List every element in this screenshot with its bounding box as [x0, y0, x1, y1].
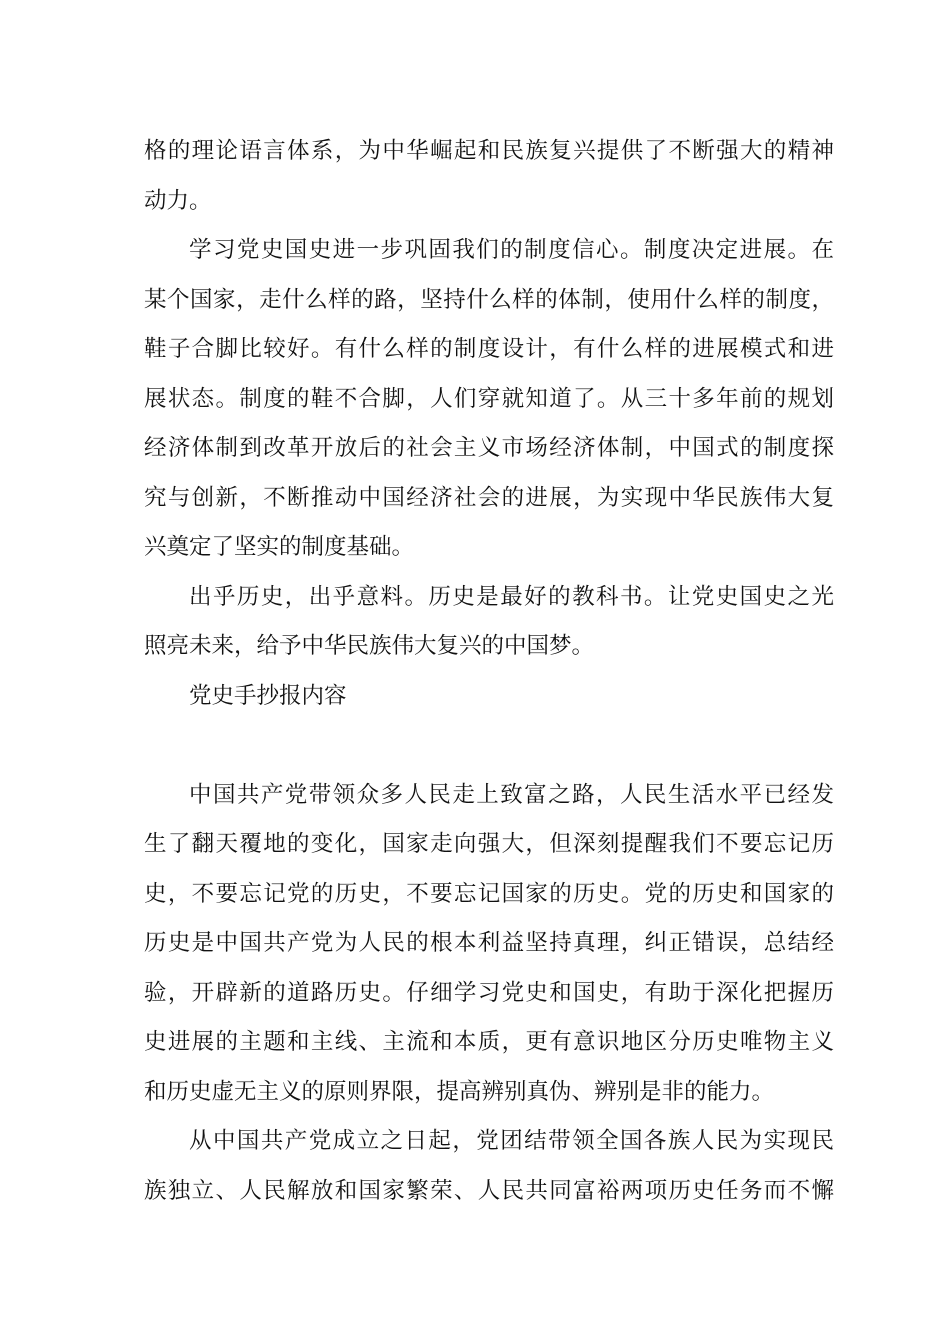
text-line: 生了翻天覆地的变化，国家走向强大，但深刻提醒我们不要忘记历	[144, 831, 834, 857]
text-line: 史，不要忘记党的历史，不要忘记国家的历史。党的历史和国家的	[144, 880, 834, 907]
blank-line	[144, 721, 834, 771]
text-line: 历史是中国共产党为人民的根本利益坚持真理，纠正错误，总结经	[144, 930, 834, 956]
text-line: 兴奠定了坚实的制度基础。	[144, 534, 415, 560]
text-line: 和历史虚无主义的原则界限，提高辨别真伪、辨别是非的能力。	[144, 1078, 775, 1105]
text-line: 动力。	[144, 187, 212, 214]
text-line: 某个国家，走什么样的路，坚持什么样的体制，使用什么样的制度，	[144, 286, 834, 313]
text-line: 展状态。制度的鞋不合脚，人们穿就知道了。从三十多年前的规划	[144, 385, 834, 412]
text-line: 究与创新，不断推动中国经济社会的进展，为实现中华民族伟大复	[144, 484, 834, 511]
text-line: 鞋子合脚比较好。有什么样的制度设计，有什么样的进展模式和进	[144, 336, 834, 362]
text-line: 族独立、人民解放和国家繁荣、人民共同富裕两项历史任务而不懈	[144, 1177, 834, 1204]
text-line: 史进展的主题和主线、主流和本质，更有意识地区分历史唯物主义	[144, 1029, 834, 1055]
text-line: 格的理论语言体系，为中华崛起和民族复兴提供了不断强大的精神	[144, 138, 834, 164]
body-text	[144, 127, 834, 1216]
text-line: 照亮未来，给予中华民族伟大复兴的中国梦。	[144, 633, 595, 659]
paragraph-start-line: 出乎历史，出乎意料。历史是最好的教科书。让党史国史之光	[189, 583, 834, 610]
section-heading: 党史手抄报内容	[189, 682, 347, 709]
paragraph-start-line: 从中国共产党成立之日起，党团结带领全国各族人民为实现民	[189, 1128, 834, 1154]
text-line: 经济体制到改革开放后的社会主义市场经济体制，中国式的制度探	[144, 435, 834, 461]
paragraph-start-line: 中国共产党带领众多人民走上致富之路，人民生活水平已经发	[189, 781, 834, 808]
text-line: 验，开辟新的道路历史。仔细学习党史和国史，有助于深化把握历	[144, 979, 834, 1006]
paragraph-start-line: 学习党史国史进一步巩固我们的制度信心。制度决定进展。在	[189, 237, 834, 263]
